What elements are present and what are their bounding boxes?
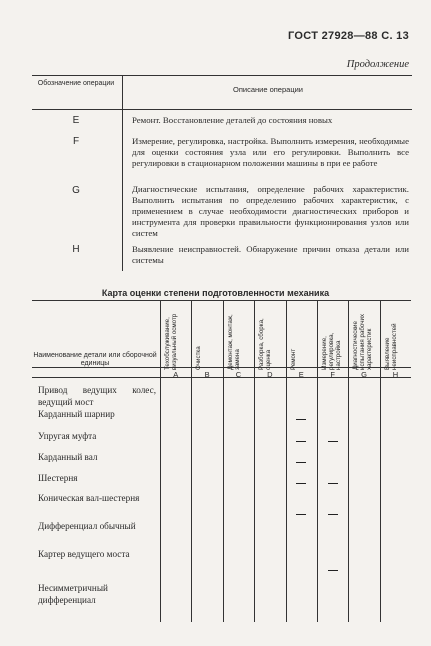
card-row-name: Дифференциал обычный <box>38 521 136 531</box>
column-letter-c: C <box>235 370 242 379</box>
operations-table <box>32 75 412 271</box>
op-code: G <box>72 185 80 196</box>
op-code: H <box>72 244 80 255</box>
column-letter-b: B <box>204 370 210 379</box>
card-row-name: Карданный вал <box>38 452 98 462</box>
rule <box>32 75 412 76</box>
column-divider <box>160 300 161 622</box>
column-divider <box>317 300 318 622</box>
cell-dash <box>296 419 306 420</box>
column-letter-f: F <box>330 370 335 379</box>
op-code: E <box>72 115 80 126</box>
cell-dash <box>296 514 306 515</box>
column-header-e: Ремонт <box>289 348 297 370</box>
evaluation-card-table <box>32 300 411 622</box>
cell-dash <box>328 514 338 515</box>
column-divider <box>191 300 192 622</box>
op-description: Ремонт. Восстановление деталей до состояния новых <box>132 115 333 125</box>
op-code: F <box>72 136 80 147</box>
cell-dash <box>296 441 306 442</box>
card-row-name: Карданный шарнир <box>38 409 115 419</box>
cell-dash <box>296 462 306 463</box>
card-title: Карта оценки степени подготовленности механика <box>101 288 330 298</box>
column-header-b: Очистка <box>195 346 203 370</box>
continuation-label: Продолжение <box>346 59 409 70</box>
card-row-name: Шестерня <box>38 473 78 483</box>
op-description: Измерение, регулировка, настройка. Выполнить измерения, необходимые для оценки состояния узла или его регулировки. Выполнить все регулировки в стационарном положении машины в при ее работе <box>132 136 409 168</box>
column-divider <box>380 300 381 622</box>
column-letter-a: A <box>173 370 179 379</box>
card-row-name: Несимметричный дифференциал <box>38 583 108 605</box>
column-letter-h: H <box>392 370 399 379</box>
cell-dash <box>328 483 338 484</box>
column-letter-d: D <box>267 370 273 379</box>
column-header-a: Техобслуживание, визуальный осмотр <box>164 313 178 370</box>
card-row-name: Картер ведущего моста <box>38 549 130 559</box>
column-divider <box>348 300 349 622</box>
op-description: Выявление неисправностей. Обнаружение причин отказа детали или системы <box>132 244 409 265</box>
column-header-c: Демонтаж, монтаж, замена <box>226 314 241 370</box>
cell-dash <box>328 570 338 571</box>
rule <box>32 109 412 110</box>
column-divider <box>286 300 287 622</box>
ops-header-description: Описание операции <box>232 85 303 94</box>
card-row-name: Привод ведущих колес, ведущий мост <box>38 385 156 407</box>
op-description: Диагностические испытания, определение рабочих характеристик. Выполнить испытания по определению рабочих характеристик, с применением в случае необходимости диагностических приборов и инструмента для проверки правильности функционирования узлов или систем <box>132 184 409 238</box>
page-header: ГОСТ 27928—88 С. 13 <box>288 30 409 42</box>
cell-dash <box>296 483 306 484</box>
column-header-h: Выявление неисправностей <box>383 323 398 370</box>
column-divider <box>122 75 123 271</box>
card-row-name: Упругая муфта <box>38 431 97 441</box>
card-row-name: Коническая вал-шестерня <box>38 493 140 503</box>
column-divider <box>223 300 224 622</box>
column-divider <box>254 300 255 622</box>
cell-dash <box>328 441 338 442</box>
card-name-header: Наименование детали или сборочной единицы <box>33 352 157 367</box>
rule <box>32 300 411 301</box>
column-header-f: Измерение, регулировка, настройка <box>321 332 342 370</box>
ops-header-code: Обозначение операции <box>37 80 115 87</box>
column-letter-g: G <box>361 370 367 379</box>
column-header-g: Диагностические испытания рабочих характеристик <box>352 313 374 370</box>
column-header-d: Разборка, сборка, оценка <box>258 318 273 370</box>
column-letter-e: E <box>298 370 304 379</box>
